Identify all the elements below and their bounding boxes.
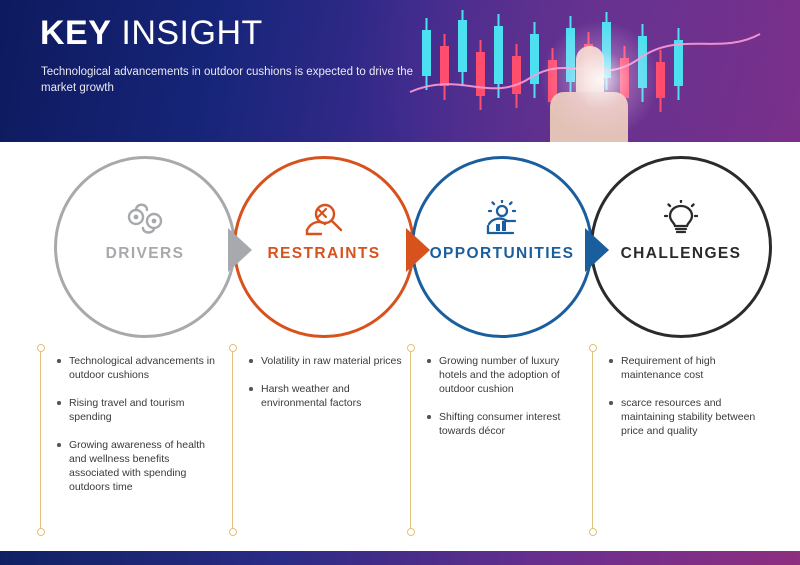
header-banner [0, 0, 800, 142]
stage-label: DRIVERS [105, 245, 185, 262]
column-dot-bottom [37, 528, 45, 536]
arrow-restraints-to-opportunities [406, 228, 430, 272]
page-title [40, 14, 263, 53]
list-item: Technological advancements in outdoor cushions [57, 354, 217, 382]
arrow-opportunities-to-challenges [585, 228, 609, 272]
list-item: Rising travel and tourism spending [57, 396, 217, 424]
stage-circle-opportunities[interactable] [411, 156, 593, 338]
column-divider [232, 346, 233, 532]
bullet-list [249, 354, 409, 424]
stage-label: CHALLENGES [620, 245, 742, 262]
list-item: Growing awareness of health and wellness benefits associated with spending outdoors time [57, 438, 217, 494]
column-divider [40, 346, 41, 532]
column-dot-top [229, 344, 237, 352]
stage-circle-restraints[interactable] [233, 156, 415, 338]
column-dot-bottom [589, 528, 597, 536]
column-dot-bottom [229, 528, 237, 536]
stage-circle-drivers[interactable] [54, 156, 236, 338]
stage-circles [0, 150, 800, 345]
stage-label: RESTRAINTS [267, 245, 381, 262]
column-divider [592, 346, 593, 532]
list-item: scarce resources and maintaining stability between price and quality [609, 396, 769, 438]
opportunities-growth-hand-icon [414, 197, 590, 241]
page-title-bold: KEY [40, 14, 112, 52]
column-dot-top [589, 344, 597, 352]
bullet-list [609, 354, 769, 452]
list-item: Growing number of luxury hotels and the adoption of outdoor cushion [427, 354, 587, 396]
column-dot-bottom [407, 528, 415, 536]
list-item: Volatility in raw material prices [249, 354, 409, 368]
list-item: Harsh weather and environmental factors [249, 382, 409, 410]
bullet-list [427, 354, 587, 452]
column-dot-top [37, 344, 45, 352]
challenges-lightbulb-icon [593, 197, 769, 241]
column-dot-top [407, 344, 415, 352]
arrow-drivers-to-restraints [228, 228, 252, 272]
restraints-hand-block-icon [236, 197, 412, 241]
list-item: Requirement of high maintenance cost [609, 354, 769, 382]
page-title-light: INSIGHT [121, 14, 263, 52]
column-divider [410, 346, 411, 532]
page-subtitle: Technological advancements in outdoor cushions is expected to drive the market growth [41, 66, 414, 94]
candlestick-chart-hand-icon [400, 0, 800, 142]
footer-bar [0, 551, 800, 565]
bullet-columns [0, 344, 800, 544]
stage-circle-challenges[interactable] [590, 156, 772, 338]
stage-label: OPPORTUNITIES [429, 245, 575, 262]
list-item: Shifting consumer interest towards décor [427, 410, 587, 438]
drivers-gear-arrow-icon [57, 197, 233, 241]
bullet-list [57, 354, 217, 508]
